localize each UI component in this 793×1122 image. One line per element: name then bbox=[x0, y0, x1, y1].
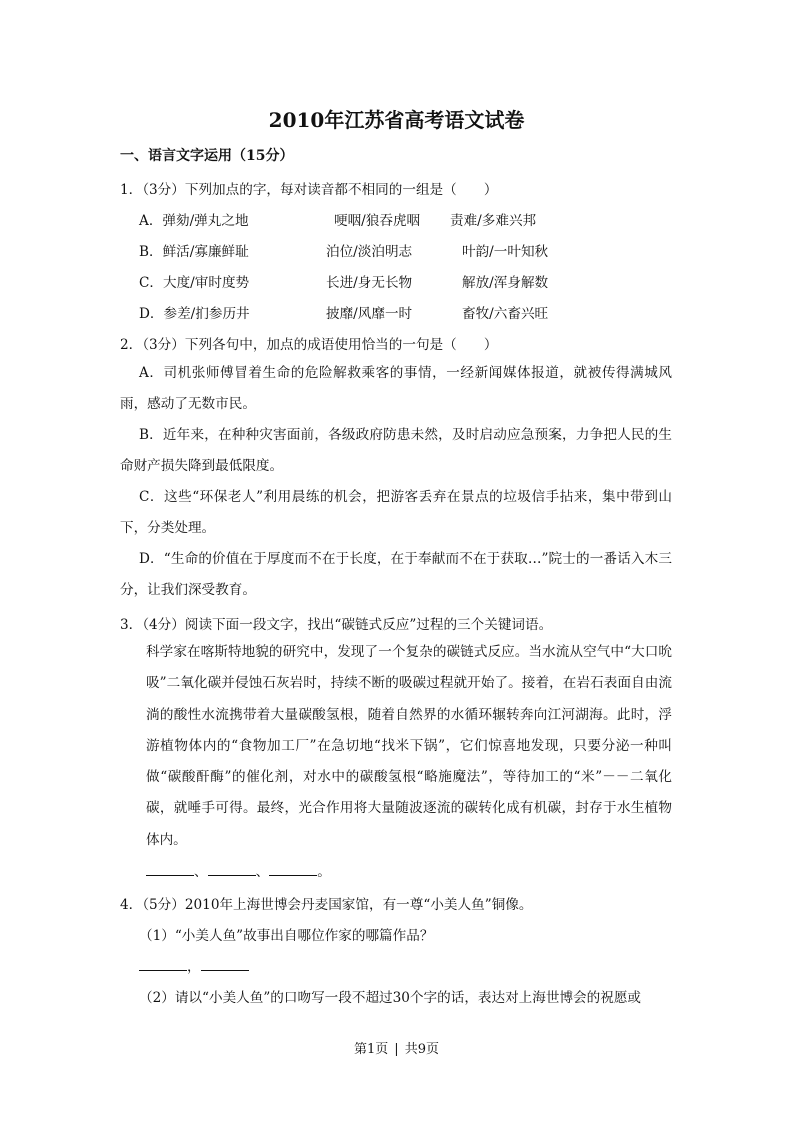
q1-option-b-col2: 泊位/淡泊明志 bbox=[326, 244, 413, 260]
q2-option-d: D．“生命的价值在于厚度而不在于长度，在于奉献而不在于获取…”院士的一番话入木三分，让我们深受教育。 bbox=[120, 551, 672, 599]
q1-option-c-col1: C．大度/审时度势 bbox=[139, 275, 250, 291]
blank-separator: 、 bbox=[255, 864, 270, 880]
answer-blank[interactable] bbox=[201, 956, 249, 971]
q2-option-a: A．司机张师傅冒着生命的危险解救乘客的事情，一经新闻媒体报道，就被传得满城风雨，感动了无数市民。 bbox=[120, 365, 672, 413]
q2-option-b: B．近年来，在种种灾害面前，各级政府防患未然，及时启动应急预案，力争把人民的生命财产损失降到最低限度。 bbox=[120, 427, 672, 475]
answer-blank[interactable] bbox=[139, 956, 187, 971]
document-title: 2010年江苏省高考语文试卷 bbox=[268, 108, 525, 132]
answer-blank[interactable] bbox=[208, 861, 256, 876]
q1-option-d-col2: 披靡/风靡一时 bbox=[326, 306, 413, 322]
q1-option-b-col3: 叶韵/一叶知秋 bbox=[462, 244, 549, 260]
blank-terminator: 。 bbox=[317, 864, 331, 880]
q4-sub-question-2: （2）请以“小美人鱼”的口吻写一段不超过30个字的话，表达对上海世博会的祝愿或 bbox=[139, 990, 642, 1006]
page-number: 第1页 bbox=[354, 1042, 389, 1057]
blank-separator: ， bbox=[187, 959, 201, 975]
blank-separator: 、 bbox=[194, 864, 208, 880]
q1-option-a-col3: 责难/多难兴邦 bbox=[450, 213, 537, 229]
question-2-stem: 2．（3分）下列各句中，加点的成语使用恰当的一句是（ ） bbox=[120, 337, 498, 353]
q4-answer-blanks bbox=[139, 955, 249, 975]
q2-option-c: C．这些“环保老人”利用晨练的机会，把游客丢弃在景点的垃圾信手拈来，集中带到山下，分类处理。 bbox=[120, 489, 672, 537]
q1-option-a-col2: 哽咽/狼吞虎咽 bbox=[334, 213, 421, 229]
page-total: 共9页 bbox=[404, 1042, 439, 1057]
q1-option-a-col1: A．弹劾/弹丸之地 bbox=[139, 213, 249, 229]
question-4-stem: 4．（5分）2010年上海世博会丹麦国家馆，有一尊“小美人鱼”铜像。 bbox=[120, 897, 533, 913]
q1-option-c-col3: 解放/浑身解数 bbox=[462, 275, 549, 291]
question-3-stem: 3．（4分）阅读下面一段文字，找出“碳链式反应”过程的三个关键词语。 bbox=[120, 617, 553, 633]
answer-blank[interactable] bbox=[146, 861, 194, 876]
q3-passage: 科学家在喀斯特地貌的研究中，发现了一个复杂的碳链式反应。当水流从空气中“大口吮吸”二氧化碳并侵蚀石灰岩时，持续不断的吸碳过程就开始了。接着，在岩石表面自由流淌的酸性水流携带着大量碳酸氢根，随着自然界的水循环辗转奔向江河湖海。此时，浮游植物体内的“食物加工厂”在急切地“找米下锅”，它们惊喜地发现，只要分泌一种叫做“碳酸酐酶”的催化剂，对水中的碳酸氢根“略施魔法”，等待加工的“米”－－二氧化碳，就唾手可得。最终，光合作用将大量随波逐流的碳转化成有机碳，封存于水生植物体内。 bbox=[146, 644, 672, 848]
q1-option-d-col1: D．参差/扪参历井 bbox=[139, 306, 250, 322]
q1-option-d-col3: 畜牧/六畜兴旺 bbox=[462, 306, 549, 322]
q3-answer-blanks bbox=[146, 860, 331, 880]
q4-sub-question-1: （1）“小美人鱼”故事出自哪位作家的哪篇作品？ bbox=[139, 928, 434, 944]
section-heading: 一、语言文字运用（15分） bbox=[120, 148, 294, 164]
footer-divider: | bbox=[394, 1042, 399, 1057]
page-footer bbox=[0, 1038, 793, 1057]
q1-option-c-col2: 长进/身无长物 bbox=[326, 275, 413, 291]
q1-option-b-col1: B．鲜活/寡廉鲜耻 bbox=[139, 244, 249, 260]
answer-blank[interactable] bbox=[269, 861, 317, 876]
question-1-stem: 1．（3分）下列加点的字，每对读音都不相同的一组是（ ） bbox=[120, 182, 498, 198]
